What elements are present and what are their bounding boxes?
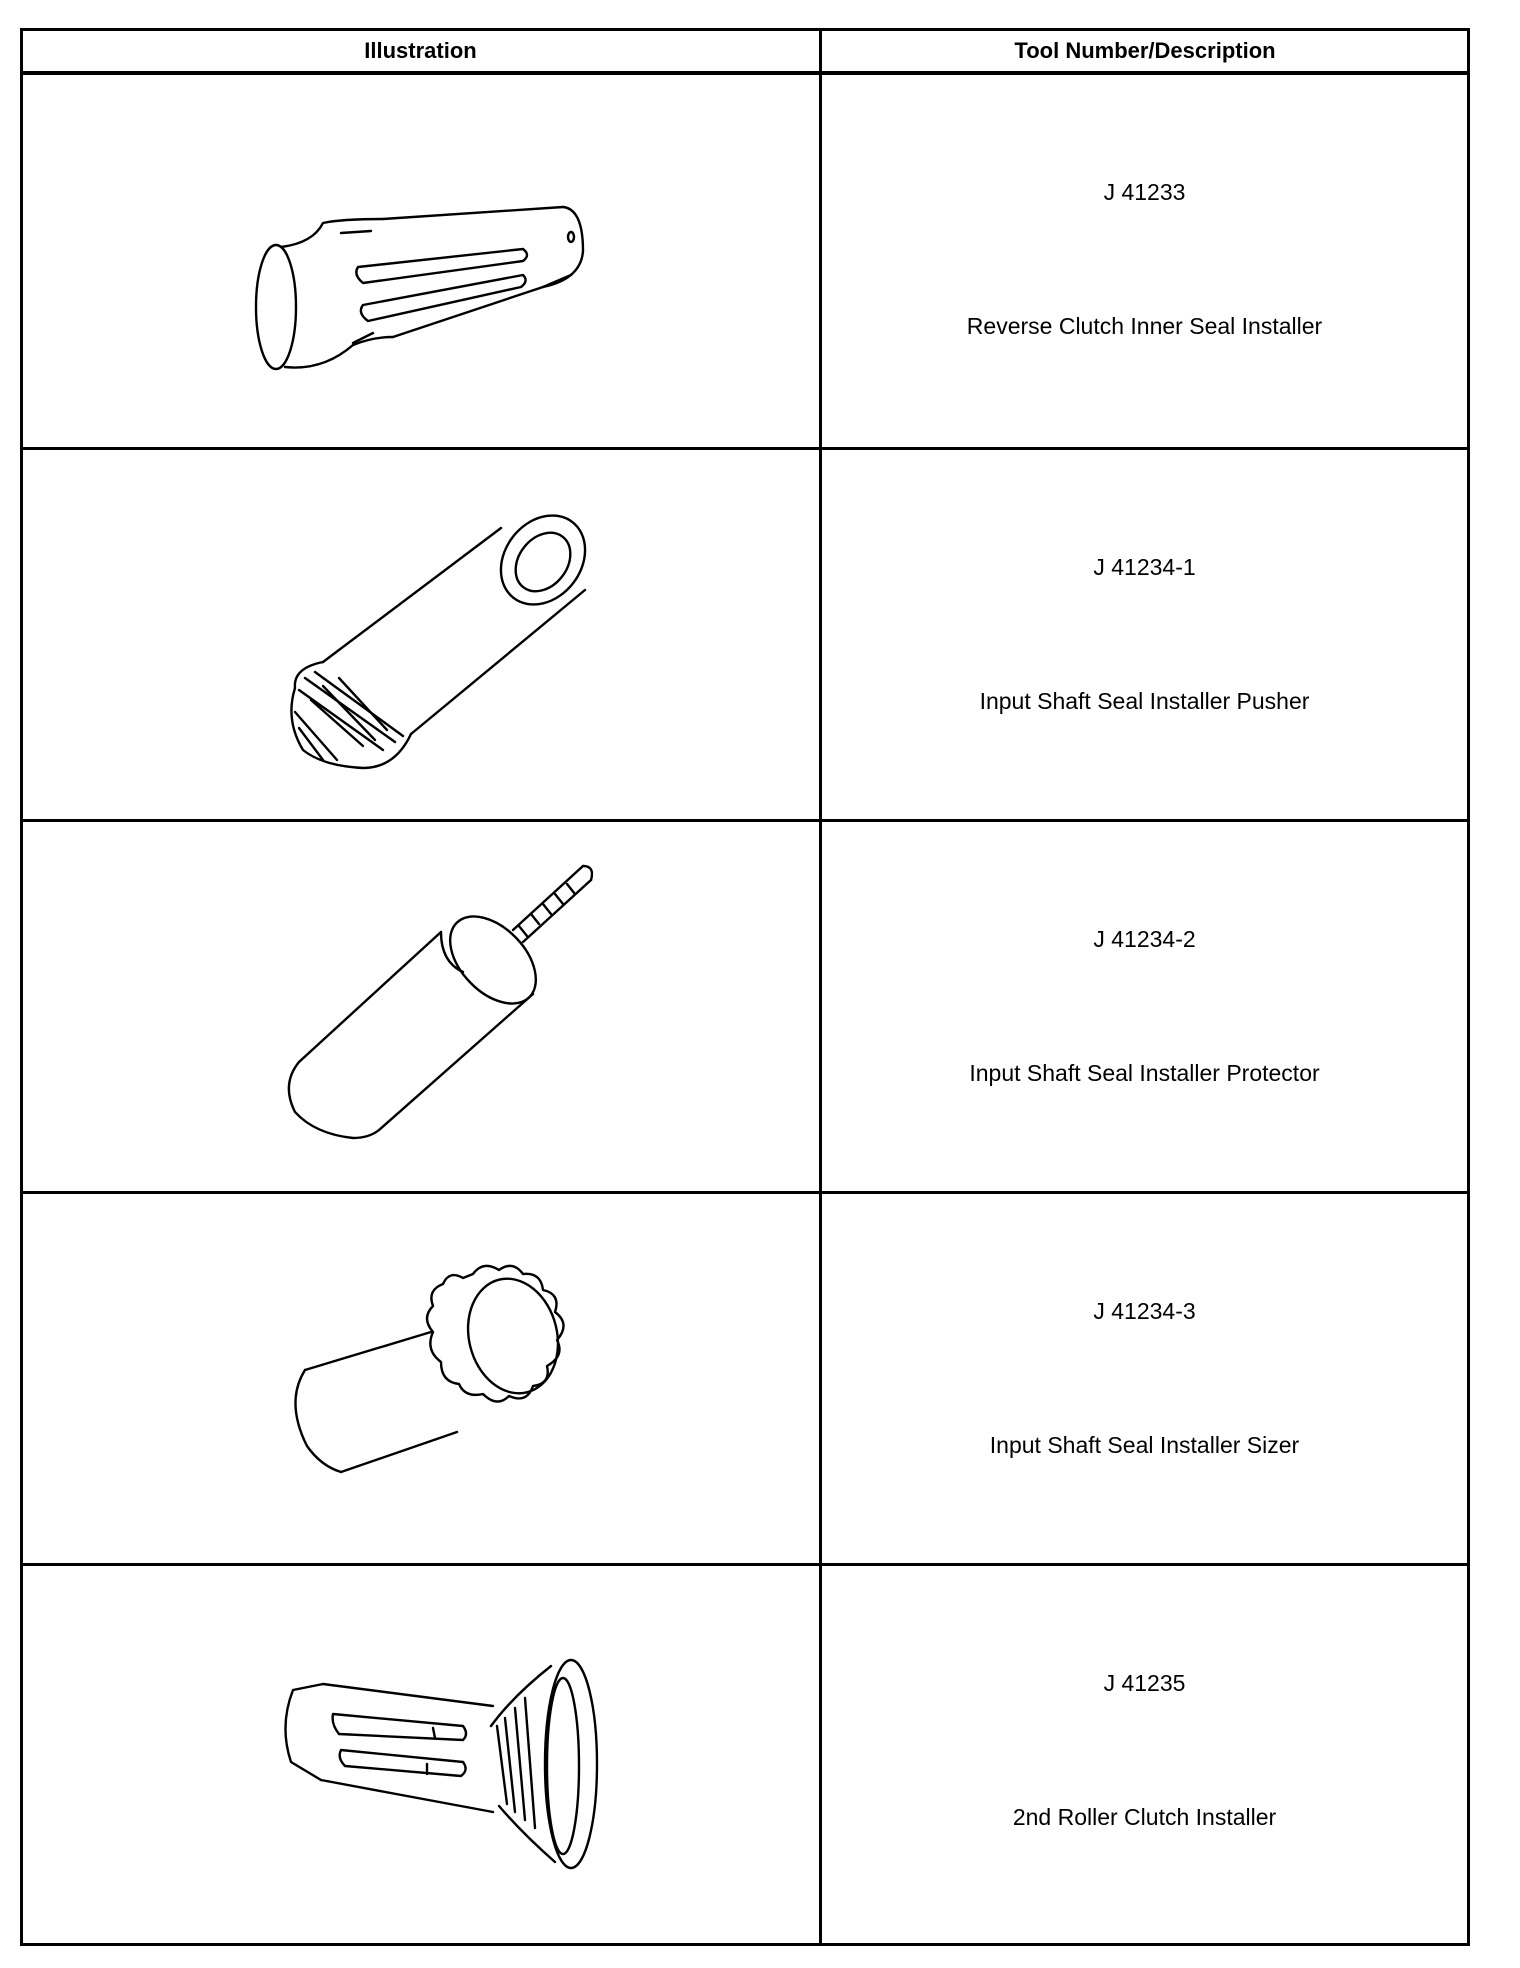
table-row — [23, 1191, 1467, 1563]
illustration-cell — [23, 75, 819, 447]
tool-description: Input Shaft Seal Installer Pusher — [979, 688, 1310, 714]
description-cell — [822, 1566, 1467, 1935]
seal-installer-pusher-icon — [23, 450, 819, 822]
header-illustration: Illustration — [364, 38, 477, 63]
tool-table — [20, 28, 1470, 1946]
roller-clutch-installer-icon — [23, 1566, 819, 1938]
header-tool-number-description: Tool Number/Description — [1014, 38, 1276, 63]
tool-number: J 41234-3 — [1093, 1298, 1196, 1324]
tool-description: Input Shaft Seal Installer Sizer — [989, 1432, 1300, 1458]
description-cell — [822, 822, 1467, 1191]
table-row — [23, 1563, 1467, 1935]
illustration-cell — [23, 1194, 819, 1563]
description-cell — [822, 1194, 1467, 1563]
table-row — [23, 819, 1467, 1191]
seal-installer-sizer-icon — [23, 1194, 819, 1566]
description-cell — [822, 450, 1467, 819]
description-cell — [822, 75, 1467, 447]
seal-installer-handle-icon — [23, 75, 819, 447]
tool-description: Input Shaft Seal Installer Protector — [969, 1060, 1320, 1086]
table-row — [23, 447, 1467, 819]
tool-number: J 41235 — [1103, 1670, 1186, 1696]
tool-number: J 41234-1 — [1093, 554, 1196, 580]
table-row — [23, 75, 1467, 447]
illustration-cell — [23, 822, 819, 1191]
illustration-cell — [23, 1566, 819, 1935]
tool-description: 2nd Roller Clutch Installer — [1012, 1804, 1277, 1830]
tool-number: J 41234-2 — [1093, 926, 1196, 952]
table-header — [23, 31, 1467, 75]
tool-description: Reverse Clutch Inner Seal Installer — [966, 313, 1323, 339]
seal-installer-protector-icon — [23, 822, 819, 1194]
illustration-cell — [23, 450, 819, 819]
tool-number: J 41233 — [1103, 179, 1186, 205]
